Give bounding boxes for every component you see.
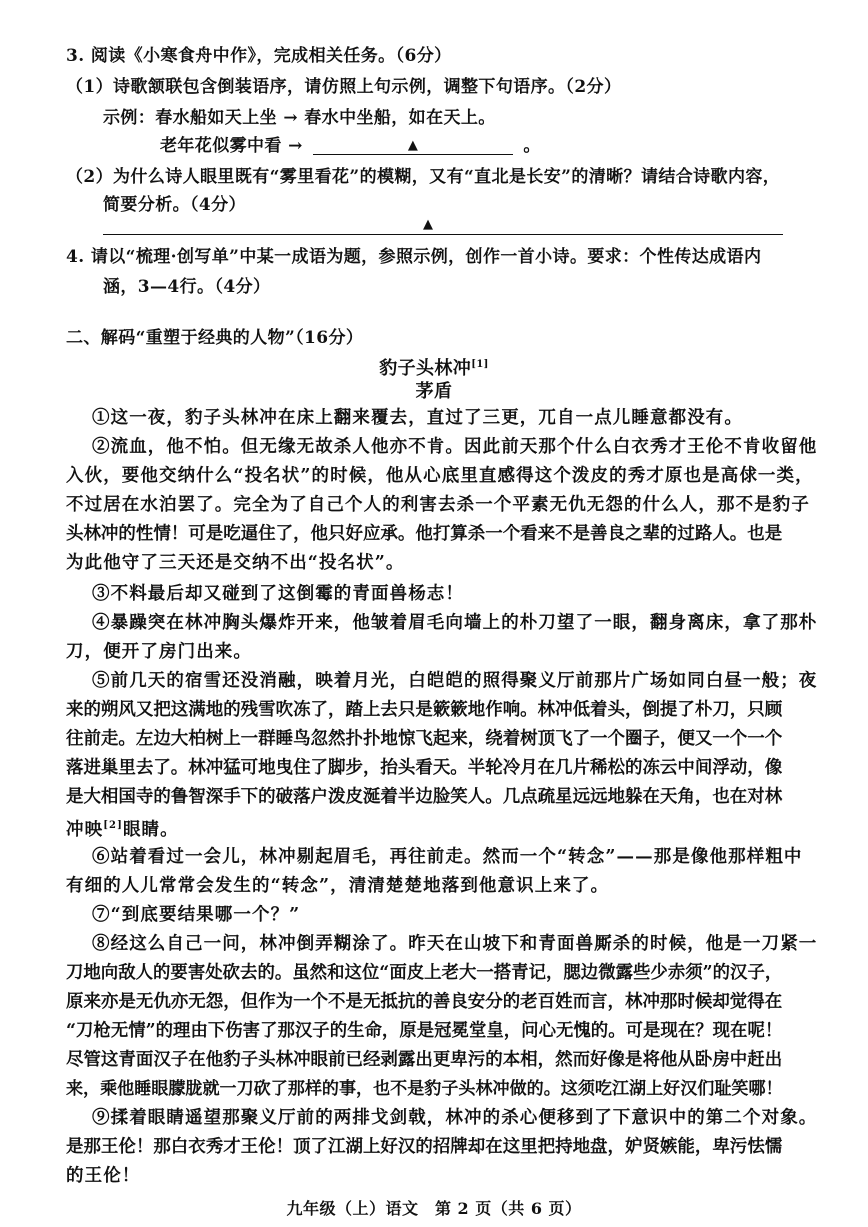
paragraph-line: 是大相国寺的鲁智深手下的破落户泼皮涎着半边脸笑人。几点疏星远远地躲在天角，也在对林: [66, 787, 783, 807]
paragraph-line: ③不料最后却又碰到了这倒霉的青面兽杨志！: [92, 584, 464, 604]
paragraph-line: ⑨揉着眼睛遥望那聚义厅前的两排戈剑戟，林冲的杀心便移到了下意识中的第二个对象。: [92, 1108, 818, 1128]
paragraph-line: 刀地向敌人的要害处砍去的。虽然和这位“面皮上老大一搭青记，腮边微露些少赤须”的汉子，: [66, 963, 783, 983]
paragraph-line: ⑧经这么自己一问，林冲倒弄糊涂了。昨天在山坡下和青面兽厮杀的时候，他是一刀紧一: [92, 934, 818, 954]
answer-marker-icon: ▲: [407, 138, 419, 153]
title-text: 豹子头林冲: [379, 358, 472, 379]
paragraph-line: 不过居在水泊罢了。完全为了自己个人的利害去杀一个平素无仇无怨的什么人，那不是豹子: [66, 495, 810, 515]
question-3-part-2: （2）为什么诗人眼里既有“雾里看花”的模糊，又有“直北是长安”的清晰？请结合诗歌内容，: [66, 167, 781, 187]
paragraph-line: 有细的人儿常常会发生的“转念”，清清楚楚地落到他意识上来了。: [66, 876, 610, 896]
paragraph-line: 落进巢里去了。林冲猛可地曳住了脚步，抬头看天。半轮冷月在几片稀松的冻云中间浮动，像: [66, 758, 783, 778]
answer-line[interactable]: [103, 234, 783, 235]
paragraph-line: [66, 814, 179, 842]
text-segment: 眼睛。: [122, 819, 179, 840]
line-2-suffix: 。: [523, 136, 541, 156]
example-line: 示例：春水船如天上坐 → 春水中坐船，如在天上。: [103, 108, 496, 128]
paragraph-line: ②流血，他不怕。但无缘无故杀人他亦不肯。因此前天那个什么白衣秀才王伦不肯收留他: [92, 437, 818, 457]
title-footnote-mark: [1]: [471, 359, 489, 370]
paragraph-line: ④暴躁突在林冲胸头爆炸开来，他皱着眉毛向墙上的朴刀望了一眼，翻身离床，拿了那朴: [92, 613, 818, 633]
paragraph-line: 尽管这青面汉子在他豹子头林冲眼前已经剥露出更卑污的本相，然而好像是将他从卧房中赶出: [66, 1050, 783, 1070]
footnote-mark: [2]: [103, 820, 123, 831]
paragraph-line: 入伙，要他交纳什么“投名状”的时候，他从心底里直感得这个泼皮的秀才原也是高俅一类，: [66, 466, 814, 486]
paragraph-line: 来的朔风又把这满地的残雪吹冻了，踏上去只是簌簌地作响。林冲低着头，倒提了朴刀，只顾: [66, 700, 783, 720]
answer-line-2: [160, 134, 541, 158]
question-4-line-1: 4. 请以“梳理·创写单”中某一成语为题，参照示例，创作一首小诗。要求：个性传达成语内: [66, 247, 762, 267]
question-3-part-1: （1）诗歌颔联包含倒装语序，请仿照上句示例，调整下句语序。（2分）: [66, 77, 622, 97]
paragraph-line: ⑤前几天的宿雪还没消融，映着月光，白皑皑的照得聚义厅前那片广场如同白昼一般；夜: [92, 671, 818, 691]
paragraph-line: 是那王伦！那白衣秀才王伦！顶了江湖上好汉的招牌却在这里把持地盘，妒贤嫉能，卑污怯懦: [66, 1137, 783, 1157]
passage-title: [0, 353, 868, 381]
question-4-line-2: 涵，3—4行。（4分）: [103, 277, 271, 297]
paragraph-line: 头林冲的性情！可是吃逼住了，他只好应承。他打算杀一个看来不是善良之辈的过路人。也是: [66, 524, 783, 544]
paragraph-line: 往前走。左边大柏树上一群睡鸟忽然扑扑地惊飞起来，绕着树顶飞了一个圈子，便又一个一个: [66, 729, 783, 749]
paragraph-line: 来，乘他睡眼朦胧就一刀砍了那样的事，也不是豹子头林冲做的。这须吃江湖上好汉们耻笑哪！: [66, 1079, 783, 1099]
section-2-heading: 二、解码“重塑于经典的人物”（16分）: [66, 328, 364, 348]
paragraph-line: 的王伦！: [66, 1166, 141, 1186]
paragraph-line: 刀，便开了房门出来。: [66, 642, 252, 662]
answer-blank[interactable]: [313, 136, 513, 155]
paragraph-line: ⑥站着看过一会儿，林冲剔起眉毛，再往前走。然而一个“转念”——那是像他那样粗中: [92, 847, 803, 867]
paragraph-line: 原来亦是无仇亦无怨，但作为一个不是无抵抗的善良安分的老百姓而言，林冲那时候却觉得在: [66, 992, 783, 1012]
paragraph-line: ①这一夜，豹子头林冲在床上翻来覆去，直过了三更，兀自一点儿睡意都没有。: [92, 408, 743, 428]
paragraph-line: 为此他守了三天还是交纳不出“投名状”。: [66, 553, 405, 573]
answer-marker-icon: ▲: [423, 217, 434, 232]
text-segment: 冲映: [66, 819, 104, 840]
paragraph-line: “刀枪无情”的理由下伤害了那汉子的生命，原是冠冕堂皇，问心无愧的。可是现在？现在呢！: [66, 1021, 783, 1041]
page-footer: 九年级（上）语文 第 2 页（共 6 页）: [286, 1199, 582, 1218]
line-2-prefix: 老年花似雾中看 →: [160, 136, 303, 156]
question-3-part-2-cont: 简要分析。（4分）: [103, 195, 246, 215]
paragraph-line: ⑦“到底要结果哪一个？”: [92, 905, 301, 925]
passage-author: 茅盾: [415, 381, 453, 402]
question-3-heading: 3. 阅读《小寒食舟中作》，完成相关任务。（6分）: [66, 46, 452, 66]
